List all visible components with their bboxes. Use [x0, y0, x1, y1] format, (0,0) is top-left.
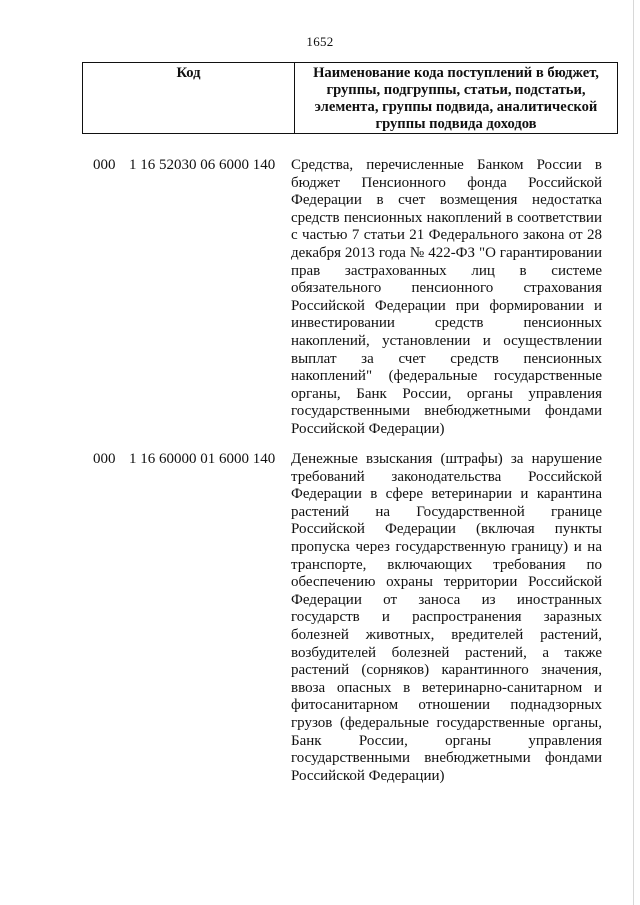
code-column-header: Код [83, 63, 295, 134]
revenue-code: 1 16 52030 06 6000 140 [129, 157, 276, 173]
table-header [82, 62, 618, 134]
table-header-row [83, 63, 618, 134]
admin-code: 000 [93, 157, 116, 173]
admin-code: 000 [93, 451, 116, 467]
revenue-description: Средства, перечисленные Банком России в бюджет Пенсионного фонда Российской Федерации в счет возмещения недостатка средств пенсионных накоплений в соответствии с частью 7 статьи 21 Федерального закона от 28 декабря 2013 года № 422-ФЗ "О гарантировании прав застрахованных лиц в системе обязательного пенсионного страхования Российской Федерации при формировании и инвестировании средств пенсионных накоплений, установлении и осуществлении выплат за счет средств пенсионных накоплений" (федеральные государственные органы, Банк России, органы управления государственными внебюджетными фондами Российской Федерации) [291, 157, 602, 437]
scan-edge-line [633, 0, 634, 905]
page-number: 1652 [306, 34, 334, 49]
revenue-code: 1 16 60000 01 6000 140 [129, 451, 276, 467]
name-column-header: Наименование кода поступлений в бюджет, группы, подгруппы, статьи, подстатьи, элемента, группы подвида, аналитической группы подвида доходов [295, 63, 618, 134]
revenue-description: Денежные взыскания (штрафы) за нарушение требований законодательства Российской Федерации в сфере ветеринарии и карантина растений на Государственной границе Российской Федерации (включая пункты пропуска через государственную границу) и на транспорте, включающих требования по обеспечению охраны территории Российской Федерации от заноса из иностранных государств и распространения заразных болезней животных, вредителей растений, возбудителей болезней растений, а также растений (сорняков) карантинного значения, ввоза опасных в ветеринарно-санитарном и фитосанитарном отношении поднадзорных грузов (федеральные государственные органы, Банк России, органы управления государственными внебюджетными фондами Российской Федерации) [291, 451, 602, 784]
